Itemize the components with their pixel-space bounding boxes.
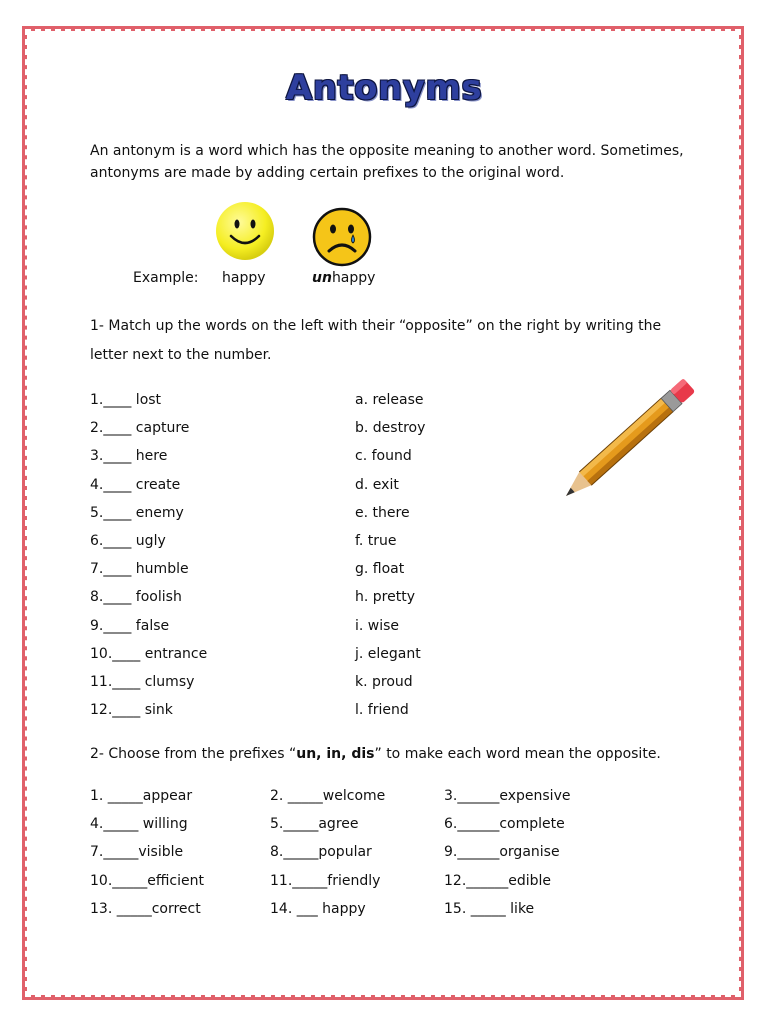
- example-word: happy: [222, 270, 266, 286]
- prefix-item: 3.______expensive: [444, 788, 571, 804]
- option-item: i. wise: [355, 617, 400, 634]
- prefix-column-3: [444, 782, 570, 923]
- option-item: l. friend: [355, 702, 409, 719]
- example-antonym: [312, 270, 375, 286]
- option-item: j. elegant: [355, 645, 421, 662]
- option-item: c. found: [355, 448, 412, 465]
- prefix-item: 14. ___ happy: [270, 900, 366, 917]
- sad-face-icon: [312, 207, 372, 267]
- option-item: d. exit: [355, 476, 399, 493]
- option-item: k. proud: [355, 673, 413, 690]
- example-label: Example:: [133, 270, 199, 286]
- prefix-item: 1. _____appear: [90, 788, 193, 804]
- option-item: e. there: [355, 504, 410, 521]
- match-item: 10.____ entrance: [90, 645, 208, 662]
- match-item: 8.____ foolish: [90, 589, 182, 606]
- instruction-text: 2- Choose from the prefixes “: [90, 746, 297, 762]
- section2-instruction: [90, 743, 661, 765]
- prefix-item: 10._____efficient: [90, 872, 204, 889]
- option-item: a. release: [355, 392, 424, 408]
- prefix-item: 5._____agree: [270, 816, 359, 833]
- prefix-item: 12.______edible: [444, 872, 552, 889]
- match-item: 2.____ capture: [90, 420, 190, 437]
- prefix-item: 8._____popular: [270, 844, 372, 861]
- prefix-item: 2. _____welcome: [270, 788, 386, 804]
- prefix-item: 6.______complete: [444, 816, 565, 833]
- happy-face-icon: [214, 200, 276, 262]
- match-item: 5.____ enemy: [90, 504, 184, 521]
- instruction-text-end: ” to make each word mean the opposite.: [374, 746, 661, 762]
- match-item: 3.____ here: [90, 448, 168, 465]
- prefix-item: 9.______organise: [444, 844, 560, 861]
- match-item: 12.____ sink: [90, 702, 173, 719]
- match-item: 7.____ humble: [90, 561, 189, 578]
- prefix-item: 7._____visible: [90, 844, 184, 861]
- prefix-options: un, in, dis: [296, 746, 375, 762]
- example-root: happy: [331, 270, 376, 286]
- prefix-item: 13. _____correct: [90, 900, 201, 917]
- option-item: g. float: [355, 561, 405, 578]
- match-item: 9.____ false: [90, 617, 170, 634]
- intro-paragraph: An antonym is a word which has the opposite meaning to another word. Sometimes, antonyms are made by adding certain prefixes to the original word.: [90, 143, 684, 181]
- prefix-item: 11._____friendly: [270, 872, 381, 889]
- option-item: h. pretty: [355, 589, 415, 606]
- match-item: 11.____ clumsy: [90, 673, 195, 690]
- pencil-icon: [560, 378, 695, 503]
- option-item: f. true: [355, 532, 397, 549]
- match-item: 6.____ ugly: [90, 532, 166, 549]
- prefix-item: 4._____ willing: [90, 816, 188, 833]
- match-right-column: [355, 386, 425, 724]
- prefix-column-1: [90, 782, 204, 923]
- example-prefix: un: [312, 270, 332, 286]
- section1-instruction: 1- Match up the words on the left with their “opposite” on the right by writing the letter next to the number.: [90, 318, 662, 363]
- prefix-item: 15. _____ like: [444, 900, 535, 917]
- match-item: 1.____ lost: [90, 392, 162, 408]
- match-item: 4.____ create: [90, 476, 181, 493]
- match-left-column: [90, 386, 207, 724]
- option-item: b. destroy: [355, 420, 426, 437]
- prefix-column-2: [270, 782, 385, 923]
- page-title: Antonyms: [285, 68, 483, 108]
